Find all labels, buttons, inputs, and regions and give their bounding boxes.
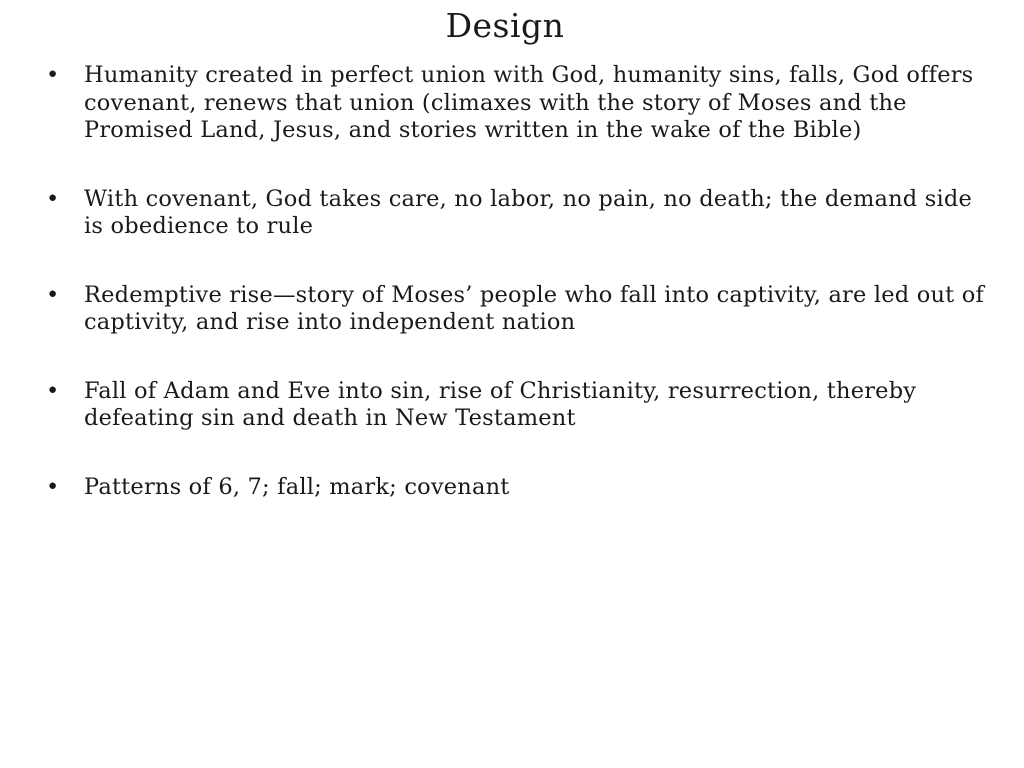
slide-title: Design [445,6,565,45]
bullet-item [46,378,986,433]
bullet-icon: • [46,185,60,212]
bullet-text: Patterns of 6, 7; fall; mark; covenant [84,473,510,500]
bullet-item [46,186,986,241]
bullet-item [46,282,986,337]
bullet-item [46,62,986,145]
bullet-list [46,62,986,501]
bullet-text: With covenant, God takes care, no labor, no pain, no death; the demand side is obedience to rule [84,185,972,239]
bullet-item [46,474,986,502]
bullet-text: Humanity created in perfect union with God, humanity sins, falls, God offers covenant, renews that union (climaxes with the story of Moses and the Promised Land, Jesus, and stories written in the wake of the Bible) [84,62,974,143]
bullet-text: Redemptive rise—story of Moses’ people who fall into captivity, are led out of captivity, and rise into independent nation [84,281,985,335]
bullet-icon: • [46,62,60,88]
bullet-text: Fall of Adam and Eve into sin, rise of Christianity, resurrection, thereby defeating sin and death in New Testament [84,377,917,431]
bullet-icon: • [46,281,60,308]
bullet-icon: • [46,473,60,500]
bullet-icon: • [46,377,60,404]
